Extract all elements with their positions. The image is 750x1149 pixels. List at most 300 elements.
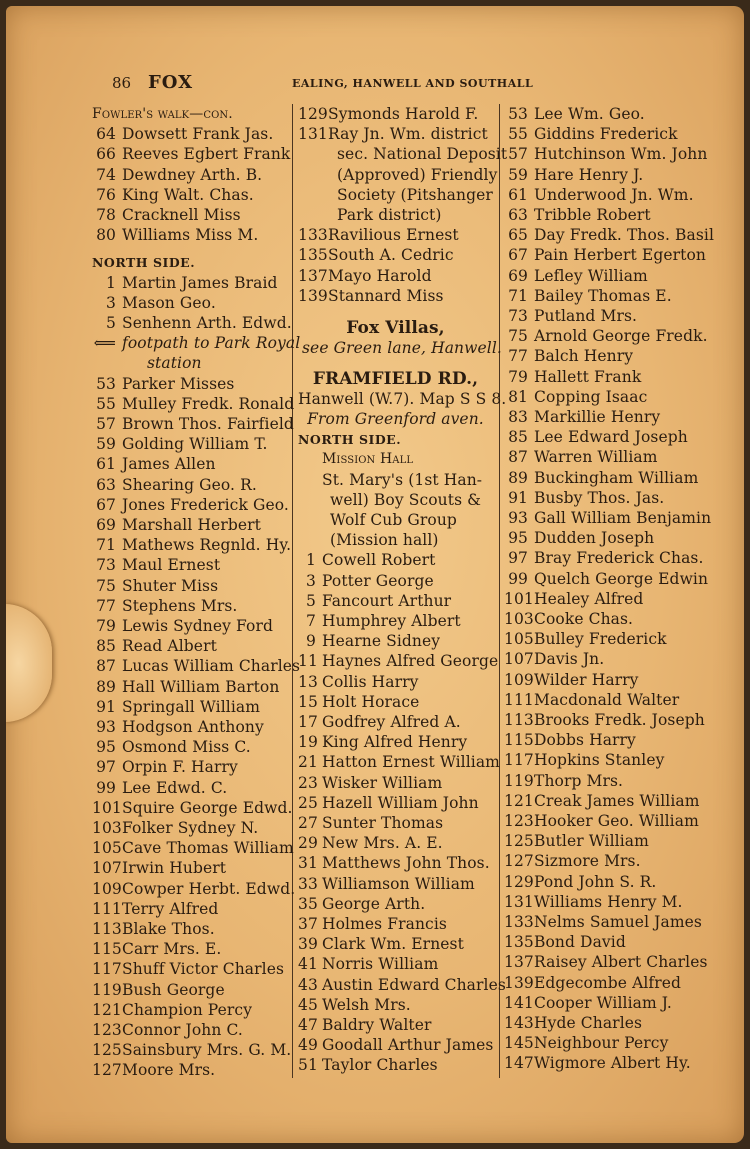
house-number: 75: [96, 576, 116, 595]
entry-name: Mathews Regnld. Hy.: [122, 536, 292, 555]
institution-line: [330, 530, 498, 551]
entry-name: Lewis Sydney Ford: [122, 617, 273, 636]
list-item: [298, 692, 419, 713]
entry-name: Baldry Walter: [322, 1016, 432, 1035]
house-number: 131: [298, 125, 328, 144]
entry-name: Taylor Charles: [322, 1056, 438, 1075]
side-heading-text: NORTH SIDE.: [298, 432, 402, 448]
list-item: [92, 225, 258, 246]
house-number: 83: [508, 408, 528, 426]
list-item: [92, 798, 293, 819]
house-number: 123: [504, 812, 534, 830]
entry-name: Giddins Frederick: [534, 125, 678, 144]
entry-name: Williamson William: [322, 874, 475, 893]
list-item: [298, 591, 451, 612]
list-item: [504, 912, 702, 933]
list-item: [298, 833, 443, 854]
entry-name: Dudden Joseph: [534, 529, 655, 548]
house-number: 1: [306, 551, 316, 570]
entry-name: Bond David: [534, 933, 626, 952]
cross-reference-text: see Green lane, Hanwell.: [302, 339, 502, 358]
house-number: 135: [298, 246, 328, 265]
entry-name: Orpin F. Harry: [122, 758, 238, 777]
house-number: 95: [508, 529, 528, 548]
list-item: [504, 932, 626, 953]
entry-name: Hutchinson Wm. John: [534, 145, 708, 164]
entry-name: Goodall Arthur James: [322, 1036, 494, 1055]
list-item: [92, 656, 300, 677]
house-number: 1: [106, 273, 116, 292]
entry-name: Hare Henry J.: [534, 165, 644, 184]
street-continuation: [92, 104, 233, 125]
list-item: [298, 995, 411, 1016]
house-number: 85: [96, 637, 116, 656]
house-number: 59: [508, 165, 528, 184]
entry-name: South A. Cedric: [328, 246, 454, 265]
directory-page: [6, 6, 744, 1143]
house-number: 23: [298, 773, 318, 792]
list-item: [298, 631, 440, 652]
house-number: 113: [504, 711, 534, 729]
thumb-index-tab: [6, 604, 52, 722]
list-item: [504, 185, 694, 206]
entry-name: Jones Frederick Geo.: [122, 495, 289, 514]
house-number: 11: [298, 652, 318, 671]
entry-name: Lefley William: [534, 266, 648, 285]
house-number: 95: [96, 738, 116, 757]
list-item: [92, 576, 218, 597]
entry-name: Macdonald Walter: [534, 690, 680, 709]
entry-name: Martin James Braid: [122, 273, 278, 292]
house-number: 91: [508, 488, 528, 507]
entry-continuation: [337, 144, 508, 165]
entry-name: Bush George: [122, 980, 225, 999]
house-number: 7: [306, 612, 316, 631]
list-item: [92, 414, 294, 435]
house-number: 109: [92, 879, 122, 898]
entry-name: Balch Henry: [534, 347, 634, 366]
house-number: 111: [504, 690, 534, 709]
house-number: 63: [96, 475, 116, 494]
entry-name: Reeves Egbert Frank: [122, 145, 291, 164]
footpath-text: station: [147, 354, 202, 373]
list-item: [504, 387, 647, 408]
house-number: 85: [508, 428, 528, 447]
column-rule-2: [499, 104, 500, 1078]
entry-name: Cracknell Miss: [122, 206, 241, 224]
house-number: 71: [96, 536, 116, 555]
house-number: 127: [504, 852, 534, 871]
list-item: [92, 616, 273, 637]
entry-name: Hatton Ernest William: [322, 753, 500, 772]
house-number: 129: [298, 105, 328, 123]
entry-name: Hooker Geo. William: [534, 812, 699, 830]
list-item: [504, 468, 698, 489]
entry-name: Butler William: [534, 832, 649, 851]
entry-name: Wilder Harry: [534, 670, 639, 689]
entry-name: Connor John C.: [122, 1021, 243, 1040]
list-item: [504, 872, 656, 893]
list-item: [504, 750, 664, 771]
house-number: 55: [96, 394, 116, 413]
entry-name: Champion Percy: [122, 1000, 253, 1019]
list-item: [504, 306, 637, 327]
entry-name: Read Albert: [122, 637, 217, 656]
street-from: [298, 409, 493, 430]
list-item: [92, 1060, 215, 1081]
footpath-note: [92, 333, 300, 354]
house-number: 76: [96, 185, 116, 204]
house-number: 133: [298, 226, 328, 245]
house-number: 131: [504, 892, 534, 911]
list-item: [504, 488, 664, 509]
list-item: [504, 690, 679, 711]
entry-name: Welsh Mrs.: [322, 995, 411, 1014]
list-item: [298, 894, 425, 915]
list-item: [298, 874, 475, 895]
list-item: [92, 717, 264, 738]
house-number: 119: [504, 771, 534, 790]
entry-name: Moore Mrs.: [122, 1061, 216, 1080]
house-number: 101: [92, 798, 122, 817]
entry-name: Nelms Samuel James: [534, 913, 702, 931]
list-item: [92, 636, 217, 657]
entry-name: Hodgson Anthony: [122, 718, 264, 737]
house-number: 109: [504, 670, 534, 689]
house-number: 89: [508, 468, 528, 487]
list-item: [92, 165, 262, 186]
list-item: [298, 793, 479, 814]
list-item: [504, 427, 688, 448]
list-item: [92, 1020, 243, 1041]
list-item: [504, 670, 639, 691]
street-heading: [298, 369, 493, 390]
house-number: 101: [504, 589, 534, 608]
entry-name: James Allen: [122, 455, 216, 474]
list-item: [92, 778, 227, 799]
house-number: 119: [92, 980, 122, 999]
entry-name: Springall William: [122, 697, 261, 716]
house-number: 89: [96, 677, 116, 696]
house-number: 79: [96, 617, 116, 636]
list-item: [298, 712, 461, 733]
entry-name: Hazell William John: [322, 793, 479, 812]
entry-name: Cowell Robert: [322, 551, 436, 570]
list-item: [504, 1033, 668, 1054]
list-item: [92, 596, 237, 617]
entry-name: New Mrs. A. E.: [322, 834, 443, 853]
entry-name: Lucas William Charles: [122, 657, 301, 676]
list-item: [92, 434, 268, 455]
house-number: 81: [508, 387, 528, 406]
entry-name: Markillie Henry: [534, 408, 661, 426]
house-number: 99: [508, 569, 528, 588]
entry-name: (Mission hall): [330, 531, 439, 550]
list-item: [298, 245, 454, 266]
house-number: 35: [298, 894, 318, 913]
side-heading: [92, 252, 195, 273]
entry-name: Stannard Miss: [328, 286, 444, 305]
house-number: 67: [96, 495, 116, 514]
entry-name: Terry Alfred: [122, 899, 219, 918]
house-number: 66: [96, 145, 116, 164]
house-number: 57: [508, 145, 528, 164]
entry-name: Bulley Frederick: [534, 630, 667, 649]
list-item: [504, 346, 633, 367]
entry-name: Lee Edward Joseph: [534, 428, 688, 447]
house-number: 77: [508, 347, 528, 366]
list-item: [298, 1055, 438, 1076]
entry-name: Brooks Fredk. Joseph: [534, 711, 705, 729]
street-location-text: Hanwell (W.7). Map S S 8.: [298, 389, 507, 408]
list-item: [504, 952, 708, 973]
house-number: 99: [96, 778, 116, 797]
list-item: [504, 831, 649, 852]
list-item: [92, 939, 221, 960]
house-number: 80: [96, 226, 116, 245]
house-number: 121: [92, 1000, 122, 1019]
house-number: 39: [298, 935, 318, 954]
house-number: 123: [92, 1021, 122, 1040]
list-item: [298, 266, 432, 287]
list-item: [92, 677, 279, 698]
house-number: 17: [298, 713, 318, 732]
list-item: [504, 730, 636, 751]
page-key-word: FOX: [148, 72, 194, 93]
list-item: [92, 818, 258, 839]
entry-name: Dowsett Frank Jas.: [122, 125, 274, 144]
entry-name: Buckingham William: [534, 468, 699, 487]
house-number: 137: [298, 266, 328, 285]
list-item: [504, 165, 643, 186]
column-rule-1: [292, 104, 293, 1078]
house-number: 73: [508, 307, 528, 325]
entry-name: Dewdney Arth. B.: [122, 165, 263, 184]
entry-name: Shuter Miss: [122, 576, 219, 595]
entry-name: Raisey Albert Charles: [534, 953, 708, 972]
entry-name: Clark Wm. Ernest: [322, 935, 464, 954]
entry-name: Shuff Victor Charles: [122, 960, 285, 979]
list-item: [92, 535, 291, 556]
street-name: FRAMFIELD RD.,: [312, 368, 479, 389]
page-number: 86: [112, 74, 132, 92]
entry-name: Pain Herbert Egerton: [534, 246, 706, 265]
list-item: [504, 367, 641, 388]
house-number: 33: [298, 874, 318, 893]
house-number: 13: [298, 672, 318, 691]
entry-name: Busby Thos. Jas.: [534, 488, 665, 507]
entry-name: Bailey Thomas E.: [534, 286, 672, 305]
list-item: [92, 858, 226, 879]
house-number: 53: [96, 374, 116, 393]
list-item: [92, 919, 215, 940]
entry-name: Bray Frederick Chas.: [534, 549, 704, 568]
list-item: [298, 104, 478, 125]
entry-name: Neighbour Percy: [534, 1034, 669, 1053]
house-number: 51: [298, 1056, 318, 1075]
entry-name: sec. National Deposit: [337, 145, 508, 164]
list-item: [298, 914, 447, 935]
entry-name: Marshall Herbert: [122, 516, 261, 535]
entry-name: Dobbs Harry: [534, 731, 636, 750]
house-number: 15: [298, 692, 318, 711]
entry-name: (Approved) Friendly: [337, 165, 498, 184]
entry-name: Stephens Mrs.: [122, 596, 238, 615]
list-item: [92, 374, 234, 395]
entry-name: Brown Thos. Fairfield: [122, 415, 294, 434]
list-item: [504, 245, 706, 266]
entry-name: Lee Wm. Geo.: [534, 105, 645, 123]
footpath-text: footpath to Park Royal: [122, 334, 301, 353]
house-number: 65: [508, 226, 528, 245]
entry-name: St. Mary's (1st Han-: [322, 470, 483, 489]
house-number: 147: [504, 1054, 534, 1073]
entry-name: Haynes Alfred George: [322, 652, 499, 671]
list-item: [504, 144, 707, 165]
house-number: 55: [508, 125, 528, 144]
entry-name: Hall William Barton: [122, 677, 280, 696]
house-number: 3: [306, 571, 316, 590]
entry-name: Mason Geo.: [122, 293, 216, 312]
house-number: 64: [96, 125, 116, 144]
list-item: [298, 954, 438, 975]
entry-name: Williams Miss M.: [122, 226, 259, 245]
entry-name: Hallett Frank: [534, 367, 642, 386]
list-item: [298, 225, 459, 246]
house-number: 69: [96, 516, 116, 535]
house-number: 139: [298, 286, 328, 305]
entry-name: Wolf Cub Group: [330, 511, 457, 530]
house-number: 61: [96, 455, 116, 474]
house-number: 75: [508, 327, 528, 346]
entry-name: Warren William: [534, 448, 658, 467]
list-item: [92, 475, 257, 496]
list-item: [298, 571, 434, 592]
entry-name: Sizmore Mrs.: [534, 852, 641, 871]
list-item: [298, 975, 506, 996]
house-number: 117: [92, 960, 122, 979]
entry-name: Ray Jn. Wm. district: [328, 125, 488, 144]
house-number: 27: [298, 814, 318, 833]
list-item: [92, 205, 241, 226]
institution-name: Mission Hall: [322, 451, 414, 468]
house-number: 129: [504, 872, 534, 891]
entry-name: Maul Ernest: [122, 556, 221, 575]
entry-name: Parker Misses: [122, 374, 235, 393]
entry-name: Squire George Edwd.: [122, 798, 293, 817]
list-item: [504, 973, 681, 994]
house-number: 78: [96, 206, 116, 224]
entry-name: Fancourt Arthur: [322, 591, 452, 610]
list-item: [92, 899, 218, 920]
entry-name: Lee Edwd. C.: [122, 778, 228, 797]
house-number: 43: [298, 975, 318, 994]
entry-name: King Alfred Henry: [322, 733, 468, 752]
house-number: 103: [92, 819, 122, 838]
list-item: [298, 611, 461, 632]
list-item: [504, 508, 711, 529]
list-item: [504, 771, 623, 792]
list-item: [298, 1035, 493, 1056]
page-area-title: EALING, HANWELL AND SOUTHALL: [292, 77, 534, 90]
entry-name: Wigmore Albert Hy.: [534, 1054, 691, 1073]
house-number: 135: [504, 933, 534, 952]
institution-line: [322, 470, 498, 491]
house-number: 127: [92, 1061, 122, 1080]
list-item: [504, 286, 672, 307]
list-item: [92, 454, 216, 475]
list-item: [504, 629, 667, 650]
list-item: [298, 732, 467, 753]
list-item: [92, 838, 294, 859]
house-number: 71: [508, 286, 528, 305]
house-number: 45: [298, 995, 318, 1014]
list-item: [298, 651, 498, 672]
house-number: 9: [306, 632, 316, 651]
entry-name: Cooper William J.: [534, 993, 672, 1012]
list-item: [92, 394, 294, 415]
list-item: [504, 993, 672, 1014]
list-item: [504, 225, 714, 246]
house-number: 63: [508, 206, 528, 224]
house-number: 141: [504, 993, 534, 1012]
house-number: 111: [92, 899, 122, 918]
entry-name: Potter George: [322, 571, 434, 590]
list-item: [92, 697, 260, 718]
house-number: 125: [92, 1041, 122, 1060]
list-item: [504, 1013, 642, 1034]
entry-name: Thorp Mrs.: [534, 771, 624, 790]
entry-name: Davis Jn.: [534, 650, 605, 669]
list-item: [504, 569, 708, 590]
list-item: [504, 124, 678, 145]
list-item: [92, 757, 238, 778]
entry-name: Symonds Harold F.: [328, 105, 479, 123]
list-item: [92, 293, 216, 314]
entry-name: well) Boy Scouts &: [330, 490, 482, 509]
entry-name: Arnold George Fredk.: [534, 327, 708, 346]
entry-name: Healey Alfred: [534, 589, 644, 608]
list-item: [504, 528, 654, 549]
house-number: 69: [508, 266, 528, 285]
list-item: [504, 710, 705, 731]
entry-name: Ravilious Ernest: [328, 226, 459, 245]
house-number: 137: [504, 953, 534, 972]
entry-name: Godfrey Alfred A.: [322, 713, 461, 732]
house-number: 139: [504, 973, 534, 992]
entry-name: Putland Mrs.: [534, 307, 638, 325]
street-name: Fox Villas,: [346, 318, 445, 339]
house-number: 93: [96, 718, 116, 737]
entry-name: Norris William: [322, 955, 439, 974]
list-item: [92, 495, 289, 516]
house-number: 37: [298, 915, 318, 934]
list-item: [504, 326, 708, 347]
list-item: [298, 286, 444, 307]
entry-name: Cowper Herbt. Edwd.: [122, 879, 296, 898]
list-item: [92, 273, 278, 294]
street-location: [298, 389, 506, 410]
entry-name: Mulley Fredk. Ronald: [122, 394, 295, 413]
house-number: 3: [106, 293, 116, 312]
entry-name: Carr Mrs. E.: [122, 940, 222, 959]
list-item: [504, 266, 648, 287]
entry-name: Williams Henry M.: [534, 892, 683, 911]
list-item: [298, 773, 442, 794]
house-number: 103: [504, 610, 534, 628]
entry-name: Folker Sydney N.: [122, 819, 259, 838]
entry-name: Hyde Charles: [534, 1014, 643, 1032]
